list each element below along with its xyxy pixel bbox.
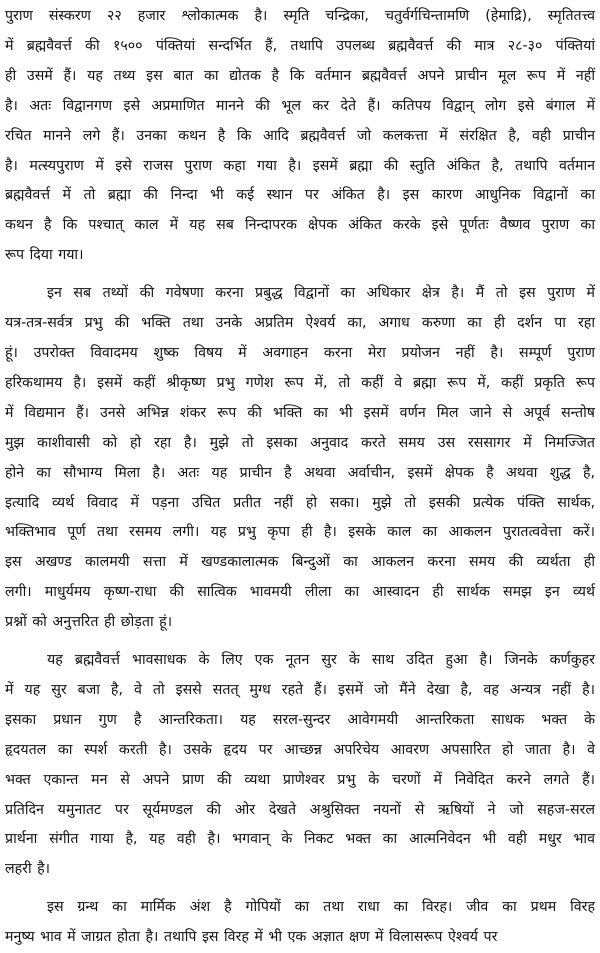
paragraph	[5, 279, 595, 638]
text-line: इत्यादि व्यर्थ विवाद में पड़ना उचित प्रतीत नहीं हो सका। मुझे तो इसकी प्रत्येक पंक्ति सार्थक,	[5, 494, 595, 511]
text-line: प्रार्थना संगीत गाया है, यह वही है। भगवान् के निकट भक्त का आत्मनिवेदन भी वही मधुर भाव	[5, 831, 595, 848]
text-line: प्रतिदिन यमुनातट पर सूर्यमण्डल की ओर देखते अश्रुसिक्त नयनों से ऋषियों ने जो सहज-सरल	[5, 801, 595, 818]
text-line: रूप दिया गया।	[5, 247, 84, 264]
text-line: पुराण संस्करण २२ हजार श्लोकात्मक है। स्मृति चन्द्रिका, चतुर्वर्गचिन्तामणि (हेमाद्रि), स्मृतितत्त्व	[5, 8, 595, 24]
text-line: में विद्यमान हैं। उनसे अभिन्न शंकर रूप की भक्ति का भी इसमें वर्णन मिल जाने से अपूर्व सन्तोष	[5, 404, 595, 421]
text-line: भक्त एकान्त मन से अपने प्राण की व्यथा प्राणेश्वर प्रभु के चरणों में निवेदित करने लगते हैं।	[5, 771, 595, 788]
document-page	[5, 2, 595, 946]
text-line: इसका प्रधान गुण है आन्तरिकता। यह सरल-सुन्दर आवेगमयी आन्तरिकता साधक भक्त के	[5, 711, 595, 728]
text-line: लगी। माधुर्यमय कृष्ण-राधा की सात्विक भावमयी लीला का आस्वादन ही सार्थक समझ इन व्यर्थ	[5, 584, 595, 601]
text-line: कथन है कि पश्चात् काल में यह सब निन्दापरक क्षेपक अंकित करके इसे पूर्णतः वैष्णव पुराण का	[5, 217, 595, 234]
text-line: हूं। उपरोक्त विवादमय शुष्क विषय में अवगाहन करना मेरा प्रयोजन नहीं है। सम्पूर्ण पुराण	[5, 344, 595, 361]
text-line: यह ब्रह्मवैवर्त्त भावसाधक के लिए एक नूतन सुर के साथ उदित हुआ है। जिनके कर्णकुहर	[47, 652, 595, 669]
text-line: होने का सौभाग्य मिला है। अतः यह प्राचीन है अथवा अर्वाचीन, इसमें क्षेपक है अथवा शुद्ध है,	[5, 464, 595, 481]
paragraph	[5, 2, 595, 271]
text-line: मुझ काशीवासी को हो रहा है। मुझे तो इसका अनुवाद करते समय उस रससागर में निमज्जित	[5, 434, 595, 451]
text-line: है। अतः विद्वानगण इसे अप्रमाणित मानने की भूल कर देते हैं। कतिपय विद्वान् लोग इसे बंगाल में	[5, 97, 595, 114]
paragraph	[5, 893, 595, 953]
document-body	[5, 2, 595, 953]
text-line: रचित मानने लगे हैं। उनका कथन है कि आदि ब्रह्मवैवर्त्त जो कलकत्ता में संरक्षित है, वही प्राचीन	[5, 127, 595, 144]
text-line: इस अखण्ड कालमयी सत्ता में खण्डकालात्मक बिन्दुओं का आकलन करना समय की व्यर्थता ही	[5, 554, 595, 571]
text-line: इस ग्रन्थ का मार्मिक अंश है गोपियों का तथा राधा का विरह। जीव का प्रथम विरह	[47, 899, 595, 916]
text-line: यत्र-तत्र-सर्वत्र प्रभु की भक्ति तथा उनके अप्रतिम ऐश्वर्य का, अगाध करुणा का ही दर्शन पा रहा	[5, 315, 595, 332]
text-line: हरिकथामय है। इसमें कहीं श्रीकृष्ण प्रभु गणेश रूप में, तो कहीं वे ब्रह्मा रूप में, कहीं प्रकृति रूप	[5, 374, 595, 391]
text-line: में यह सुर बजा है, वे तो इससे सतत् मुग्ध रहते हैं। इसमें जो मैंने देखा है, वह अन्यत्र नहीं है।	[5, 681, 595, 698]
text-line: इन सब तथ्यों की गवेषणा करना प्रबुद्ध विद्वानों का अधिकार क्षेत्र है। मैं तो इस पुराण में	[47, 285, 595, 302]
text-line: ब्रह्मवैवर्त्त में तो ब्रह्मा की निन्दा भी कई स्थान पर अंकित है। इस कारण आधुनिक विद्वानों का	[5, 187, 595, 204]
paragraph	[5, 646, 595, 885]
text-line: है। मत्स्यपुराण में इसे राजस पुराण कहा गया है। इसमें ब्रह्मा की स्तुति अंकित है, तथापि वर्तमान	[5, 157, 595, 174]
text-line: मनुष्य भाव में जाग्रत होता है। तथापि इस विरह में भी एक अज्ञात क्षण में विलासरूप ऐश्वर्य पर	[5, 929, 498, 946]
text-line: ही उसमें हैं। यह तथ्य इस बात का द्योतक है कि वर्तमान ब्रह्मवैवर्त्त अपने प्राचीन मूल रूप में नहीं	[5, 67, 595, 84]
text-line: प्रश्नों को अनुत्तरित ही छोड़ता हूं।	[5, 614, 173, 631]
text-line: हृदयतल का स्पर्श करती है। उसके हृदय पर आच्छन्न अपरिचेय आवरण अपसारित हो जाता है। वे	[5, 741, 595, 758]
text-line: में ब्रह्मवैवर्त्त की १५०० पंक्तियां सन्दर्भित हैं, तथापि उपलब्ध ब्रह्मवैवर्त्त की मात्र २८-३० पंक्तियां	[5, 37, 595, 54]
text-line: भक्तिभाव पूर्ण तथा रसमय लगी। यह प्रभु कृपा ही है। इसके काल का आकलन पुरातत्ववेत्ता करें।	[5, 524, 595, 541]
text-line: लहरी है।	[5, 861, 51, 878]
